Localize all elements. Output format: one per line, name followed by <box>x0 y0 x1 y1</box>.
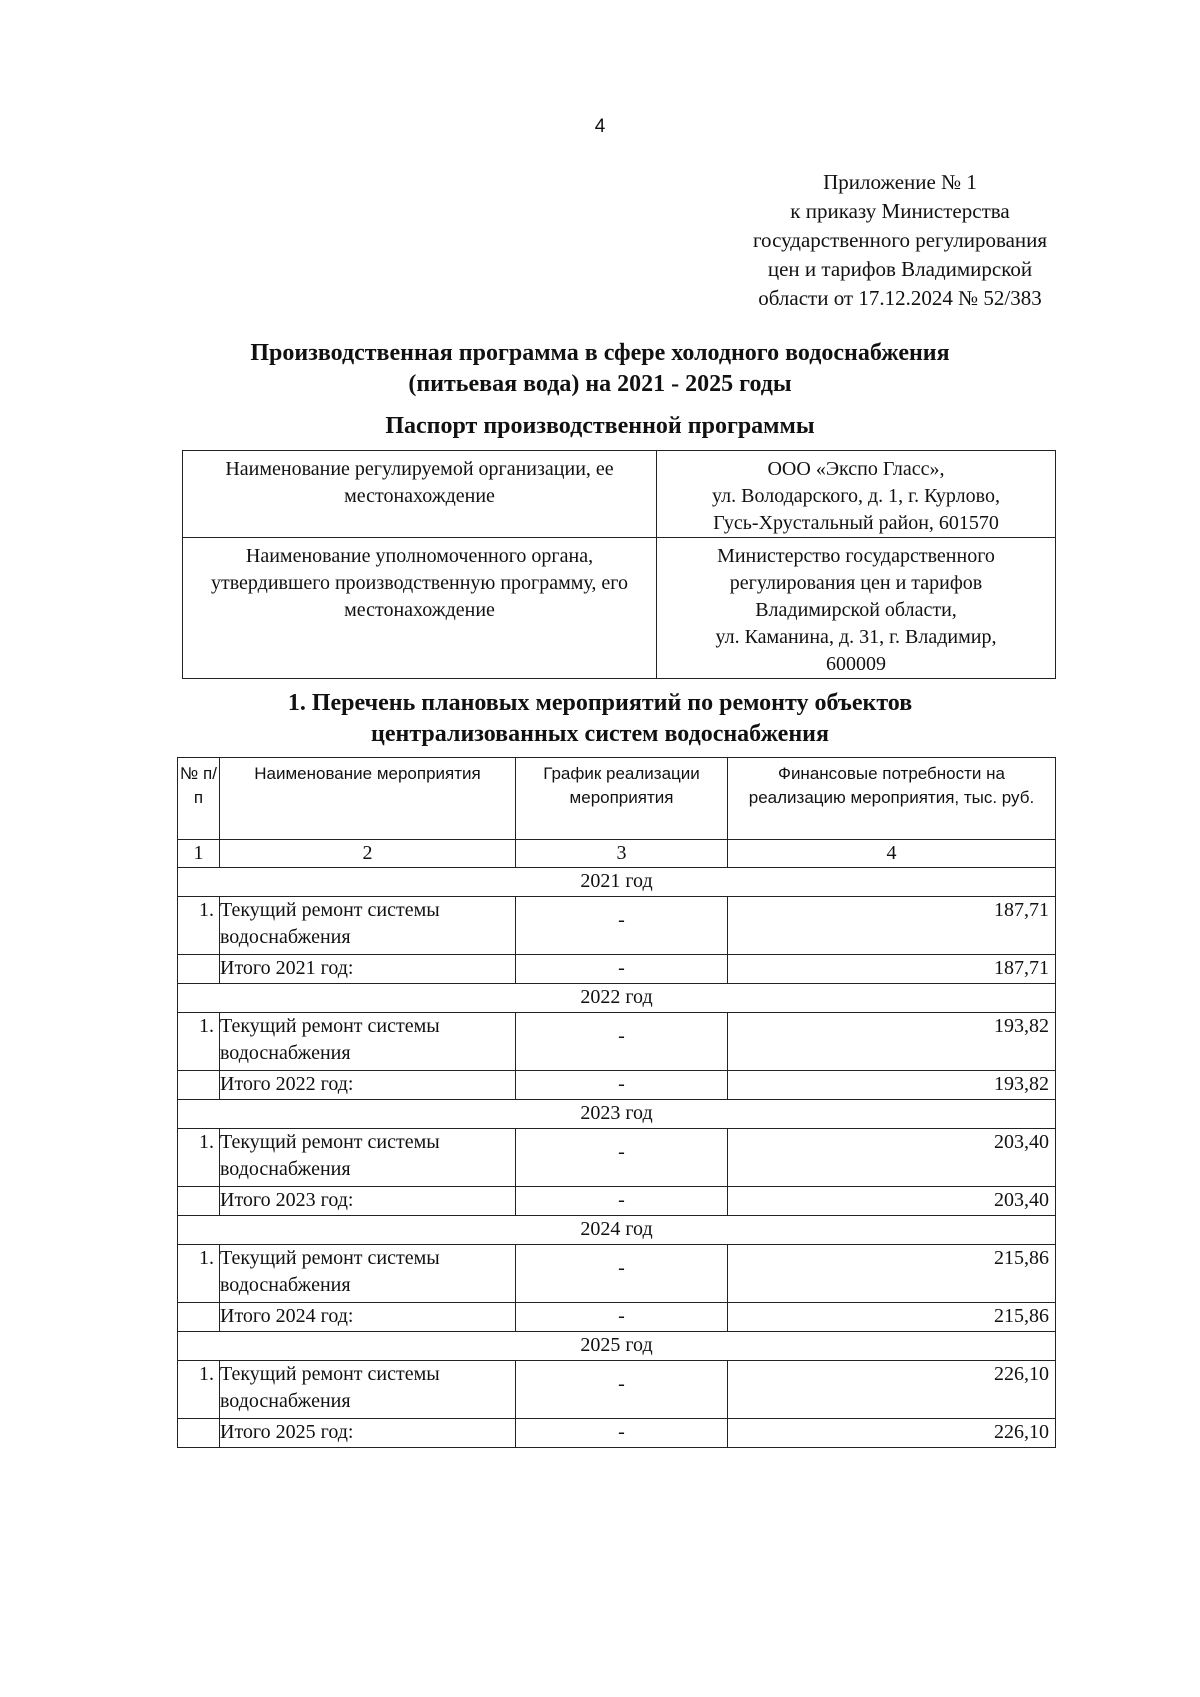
item-schedule: - <box>516 1013 728 1071</box>
total-row <box>178 955 1056 984</box>
item-index: 1. <box>178 1013 220 1071</box>
passport-table <box>182 450 1056 679</box>
page-number: 4 <box>594 116 606 137</box>
total-row <box>178 1187 1056 1216</box>
column-number: 3 <box>516 840 728 868</box>
passport-row <box>183 451 1056 538</box>
total-row <box>178 1071 1056 1100</box>
item-schedule: - <box>516 1361 728 1419</box>
total-schedule: - <box>516 1071 728 1100</box>
total-schedule: - <box>516 1187 728 1216</box>
item-amount: 215,86 <box>728 1245 1056 1303</box>
item-name: Текущий ремонт системы водоснабжения <box>220 1361 516 1419</box>
main-title-line: Производственная программа в сфере холодного водоснабжения <box>250 340 950 366</box>
item-name: Текущий ремонт системы водоснабжения <box>220 1013 516 1071</box>
item-amount: 226,10 <box>728 1361 1056 1419</box>
appendix-line: цен и тарифов Владимирской <box>767 257 1033 281</box>
total-index-empty <box>178 1419 220 1448</box>
total-amount: 215,86 <box>728 1303 1056 1332</box>
passport-value-line: Владимирской области, <box>755 599 957 621</box>
total-index-empty <box>178 1303 220 1332</box>
total-label: Итого 2024 год: <box>220 1303 516 1332</box>
appendix-line: к приказу Министерства <box>790 199 1010 223</box>
column-number: 2 <box>220 840 516 868</box>
total-label: Итого 2023 год: <box>220 1187 516 1216</box>
passport-value <box>657 451 1056 538</box>
main-title <box>0 338 1200 400</box>
item-index: 1. <box>178 1361 220 1419</box>
passport-label-text: Наименование уполномоченного органа, утвердившего производственную программу, его местонахождение <box>210 545 629 621</box>
item-name: Текущий ремонт системы водоснабжения <box>220 897 516 955</box>
passport-title <box>0 411 1200 442</box>
item-row <box>178 1129 1056 1187</box>
total-index-empty <box>178 955 220 984</box>
passport-value <box>657 538 1056 679</box>
item-row <box>178 1013 1056 1071</box>
section1-title-line: централизованных систем водоснабжения <box>371 721 829 747</box>
total-amount: 187,71 <box>728 955 1056 984</box>
passport-value-line: ООО «Экспо Гласс», <box>767 458 945 480</box>
passport-value-line: Гусь-Хрустальный район, 601570 <box>713 512 999 534</box>
total-label: Итого 2021 год: <box>220 955 516 984</box>
plan-header-row <box>178 758 1056 840</box>
passport-value-line: 600009 <box>826 653 886 675</box>
total-index-empty <box>178 1071 220 1100</box>
header-cell: График реализации мероприятия <box>516 758 728 840</box>
item-name: Текущий ремонт системы водоснабжения <box>220 1245 516 1303</box>
item-row <box>178 897 1056 955</box>
passport-value-line: ул. Каманина, д. 31, г. Владимир, <box>715 626 997 648</box>
header-cell: Наименование мероприятия <box>220 758 516 840</box>
passport-label-text: Наименование регулируемой организации, ее местонахождение <box>225 458 614 507</box>
year-label: 2023 год <box>178 1100 1056 1129</box>
item-index: 1. <box>178 1129 220 1187</box>
passport-label <box>183 451 657 538</box>
year-label: 2022 год <box>178 984 1056 1013</box>
column-number-row <box>178 840 1056 868</box>
year-row <box>178 1332 1056 1361</box>
total-index-empty <box>178 1187 220 1216</box>
total-amount: 193,82 <box>728 1071 1056 1100</box>
total-label: Итого 2022 год: <box>220 1071 516 1100</box>
item-amount: 193,82 <box>728 1013 1056 1071</box>
header-cell: № п/п <box>178 758 220 840</box>
item-row <box>178 1245 1056 1303</box>
total-label: Итого 2025 год: <box>220 1419 516 1448</box>
item-name: Текущий ремонт системы водоснабжения <box>220 1129 516 1187</box>
total-amount: 226,10 <box>728 1419 1056 1448</box>
main-title-line: (питьевая вода) на 2021 - 2025 годы <box>408 371 792 397</box>
appendix-line: Приложение № 1 <box>823 170 977 194</box>
total-row <box>178 1419 1056 1448</box>
item-index: 1. <box>178 1245 220 1303</box>
total-schedule: - <box>516 1419 728 1448</box>
item-amount: 203,40 <box>728 1129 1056 1187</box>
appendix-block <box>700 168 1100 313</box>
total-schedule: - <box>516 1303 728 1332</box>
passport-row <box>183 538 1056 679</box>
section1-title <box>0 688 1200 750</box>
passport-value-line: Министерство государственного <box>717 545 995 567</box>
year-row <box>178 1216 1056 1245</box>
passport-title-text: Паспорт производственной программы <box>385 413 815 439</box>
year-row <box>178 1100 1056 1129</box>
appendix-line: государственного регулирования <box>752 228 1048 252</box>
passport-label <box>183 538 657 679</box>
item-schedule: - <box>516 1129 728 1187</box>
total-schedule: - <box>516 955 728 984</box>
item-index: 1. <box>178 897 220 955</box>
item-schedule: - <box>516 897 728 955</box>
item-amount: 187,71 <box>728 897 1056 955</box>
year-row <box>178 868 1056 897</box>
appendix-line: области от 17.12.2024 № 52/383 <box>758 286 1042 310</box>
total-amount: 203,40 <box>728 1187 1056 1216</box>
year-row <box>178 984 1056 1013</box>
item-schedule: - <box>516 1245 728 1303</box>
column-number: 4 <box>728 840 1056 868</box>
passport-value-line: ул. Володарского, д. 1, г. Курлово, <box>712 485 1000 507</box>
column-number: 1 <box>178 840 220 868</box>
plan-table <box>177 757 1056 1448</box>
item-row <box>178 1361 1056 1419</box>
passport-value-line: регулирования цен и тарифов <box>729 572 983 594</box>
year-label: 2021 год <box>178 868 1056 897</box>
header-cell: Финансовые потребности на реализацию мероприятия, тыс. руб. <box>728 758 1056 840</box>
year-label: 2024 год <box>178 1216 1056 1245</box>
total-row <box>178 1303 1056 1332</box>
year-label: 2025 год <box>178 1332 1056 1361</box>
section1-title-line: 1. Перечень плановых мероприятий по ремонту объектов <box>287 690 913 716</box>
